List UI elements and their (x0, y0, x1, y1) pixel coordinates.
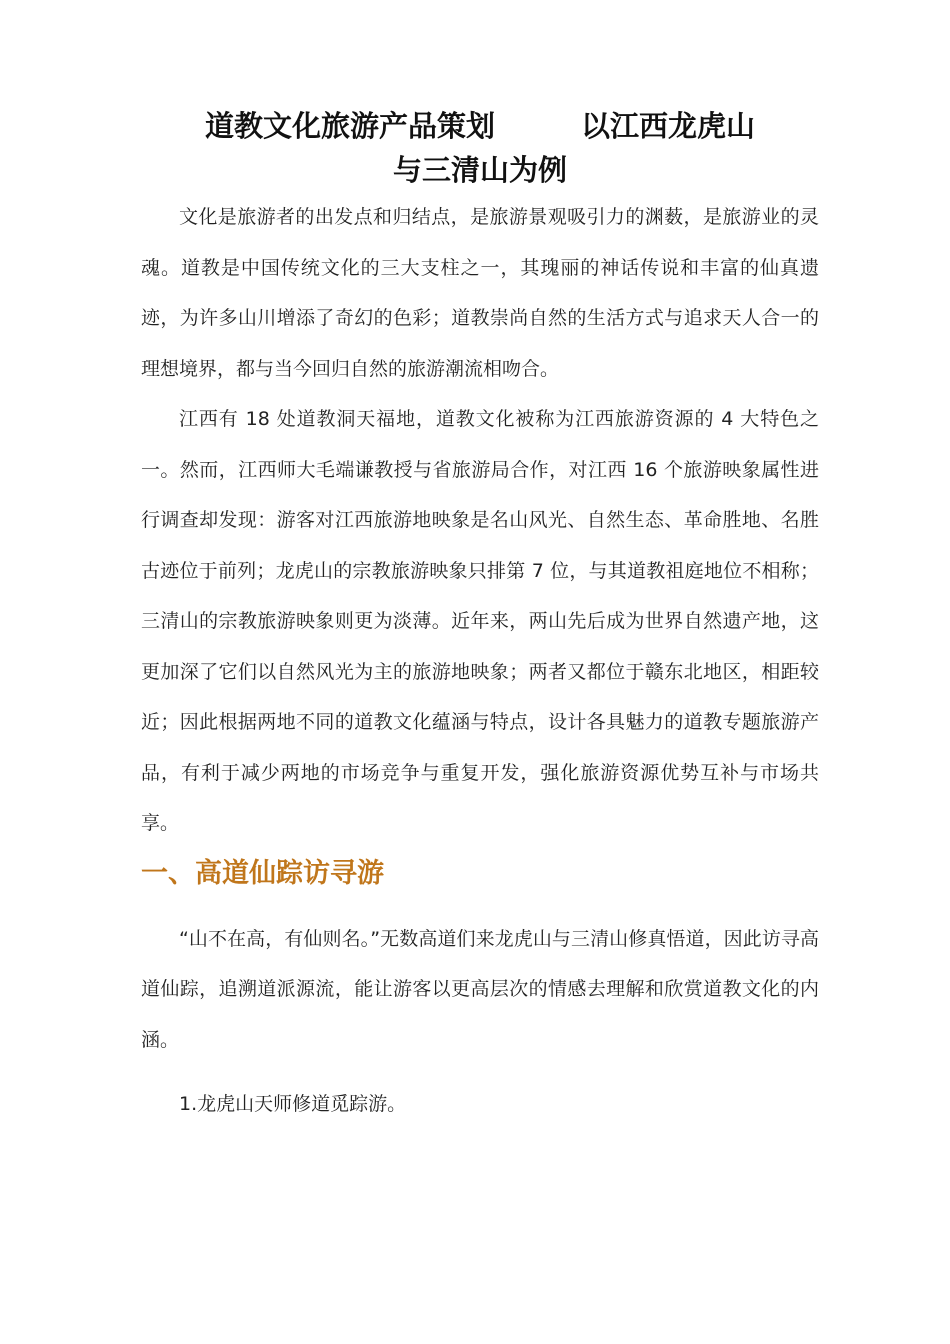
document-title (141, 104, 819, 192)
title-part-2: 以江西龙虎山 (581, 109, 756, 143)
section-heading: 一、高道仙踪访寻游 (141, 857, 384, 889)
sub-item: 1.龙虎山天师修道觅踪游。 (179, 1093, 407, 1115)
document-page (141, 104, 819, 1129)
intro-paragraph-1: 文化是旅游者的出发点和归结点，是旅游景观吸引力的渊薮，是旅游业的灵魂。道教是中国传统文化的三大支柱之一，其瑰丽的神话传说和丰富的仙真遗迹，为许多山川增添了奇幻的色彩；道教崇尚自然的生活方式与追求天人合一的理想境界，都与当今回归自然的旅游潮流相吻合。 (141, 206, 819, 380)
intro-paragraph-2: 江西有 18 处道教洞天福地，道教文化被称为江西旅游资源的 4 大特色之一。然而，江西师大毛端谦教授与省旅游局合作，对江西 16 个旅游映象属性进行调查却发现：游客对江西旅游地映象是名山风光、自然生态、革命胜地、名胜古迹位于前列；龙虎山的宗教旅游映象只排第 7 位，与其道教祖庭地位不相称；三清山的宗教旅游映象则更为淡薄。近年来，两山先后成为世界自然遗产地，这更加深了它们以自然风光为主的旅游地映象；两者又都位于赣东北地区，相距较近；因此根据两地不同的道教文化蕴涵与特点，设计各具魅力的道教专题旅游产品，有利于减少两地的市场竞争与重复开发，强化旅游资源优势互补与市场共享。 (141, 408, 819, 834)
section-paragraph: “山不在高，有仙则名。”无数高道们来龙虎山与三清山修真悟道，因此访寻高道仙踪，追溯道派源流，能让游客以更高层次的情感去理解和欣赏道教文化的内涵。 (141, 927, 819, 1051)
title-line-2: 与三清山为例 (392, 153, 567, 187)
title-part-1: 道教文化旅游产品策划 (204, 109, 495, 143)
